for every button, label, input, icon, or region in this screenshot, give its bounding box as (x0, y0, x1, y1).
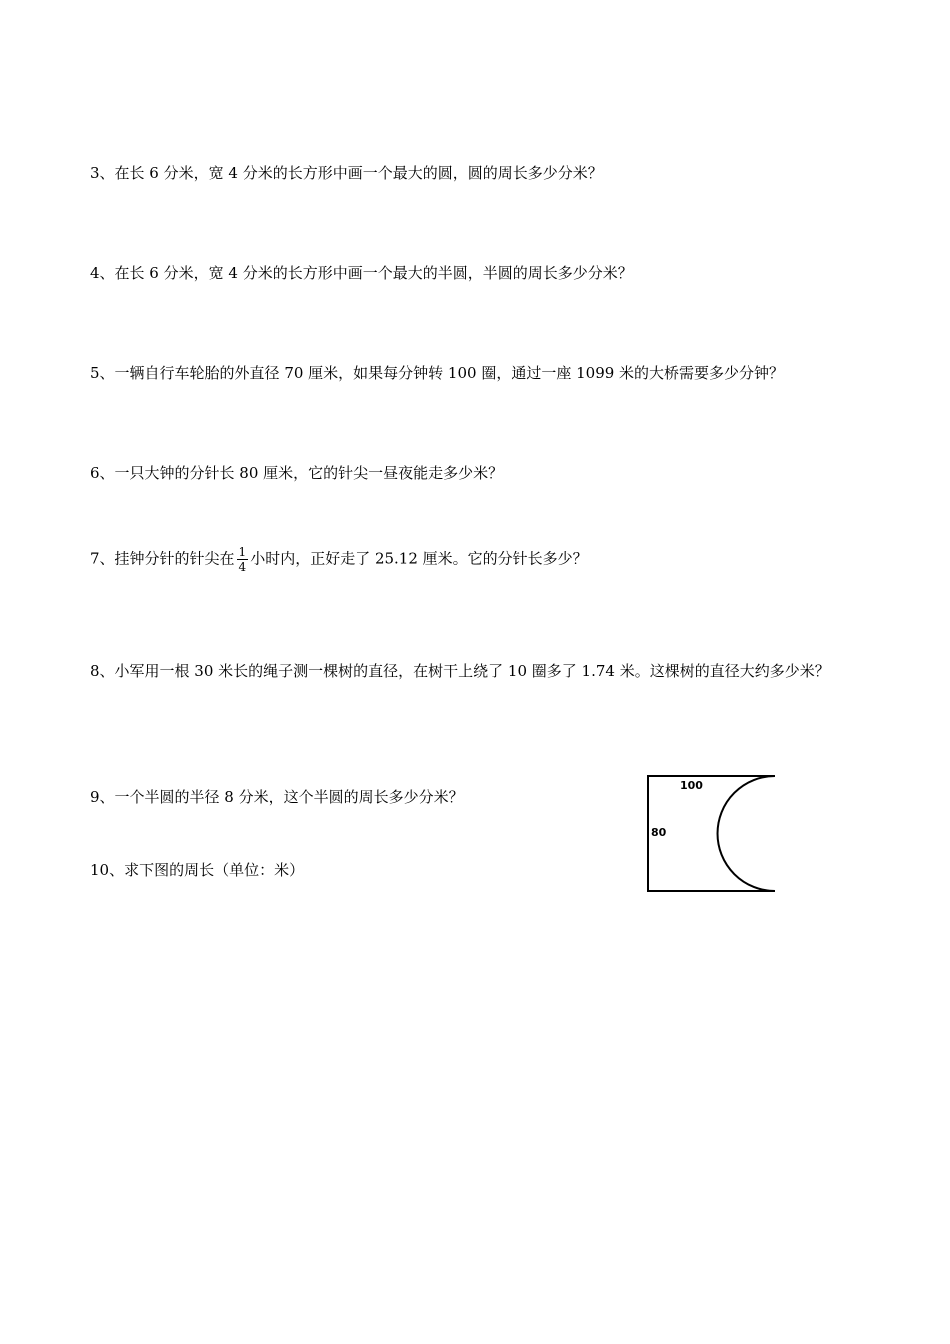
fraction-denominator: 4 (238, 560, 247, 574)
fraction-one-quarter (237, 545, 249, 574)
question-10: 10、求下图的周长（单位：米） (90, 861, 305, 879)
question-8: 8、小军用一根 30 米长的绳子测一棵树的直径，在树干上绕了 10 圈多了 1.74 米。这棵树的直径大约多少米？ (90, 662, 830, 680)
width-label: 100 (680, 779, 703, 792)
question-4: 4、在长 6 分米，宽 4 分米的长方形中画一个最大的半圆，半圆的周长多少分米？ (90, 264, 633, 282)
question-6: 6、一只大钟的分针长 80 厘米，它的针尖一昼夜能走多少米？ (90, 464, 504, 482)
fraction-numerator: 1 (238, 545, 247, 559)
height-label: 80 (651, 826, 667, 839)
question-7 (90, 545, 588, 574)
question-9: 9、一个半圆的半径 8 分米，这个半圆的周长多少分米？ (90, 788, 464, 806)
rectangle-outline (648, 776, 775, 891)
question-3: 3、在长 6 分米，宽 4 分米的长方形中画一个最大的圆，圆的周长多少分米？ (90, 164, 603, 182)
rectangle-semicircle-figure (640, 768, 790, 898)
question-7-before: 7、挂钟分针的针尖在 (90, 549, 235, 568)
question-5: 5、一辆自行车轮胎的外直径 70 厘米，如果每分钟转 100 圈，通过一座 1099 米的大桥需要多少分钟？ (90, 364, 785, 382)
question-7-after: 小时内，正好走了 25.12 厘米。它的分针长多少？ (250, 549, 588, 568)
semicircle-arc (718, 776, 775, 891)
